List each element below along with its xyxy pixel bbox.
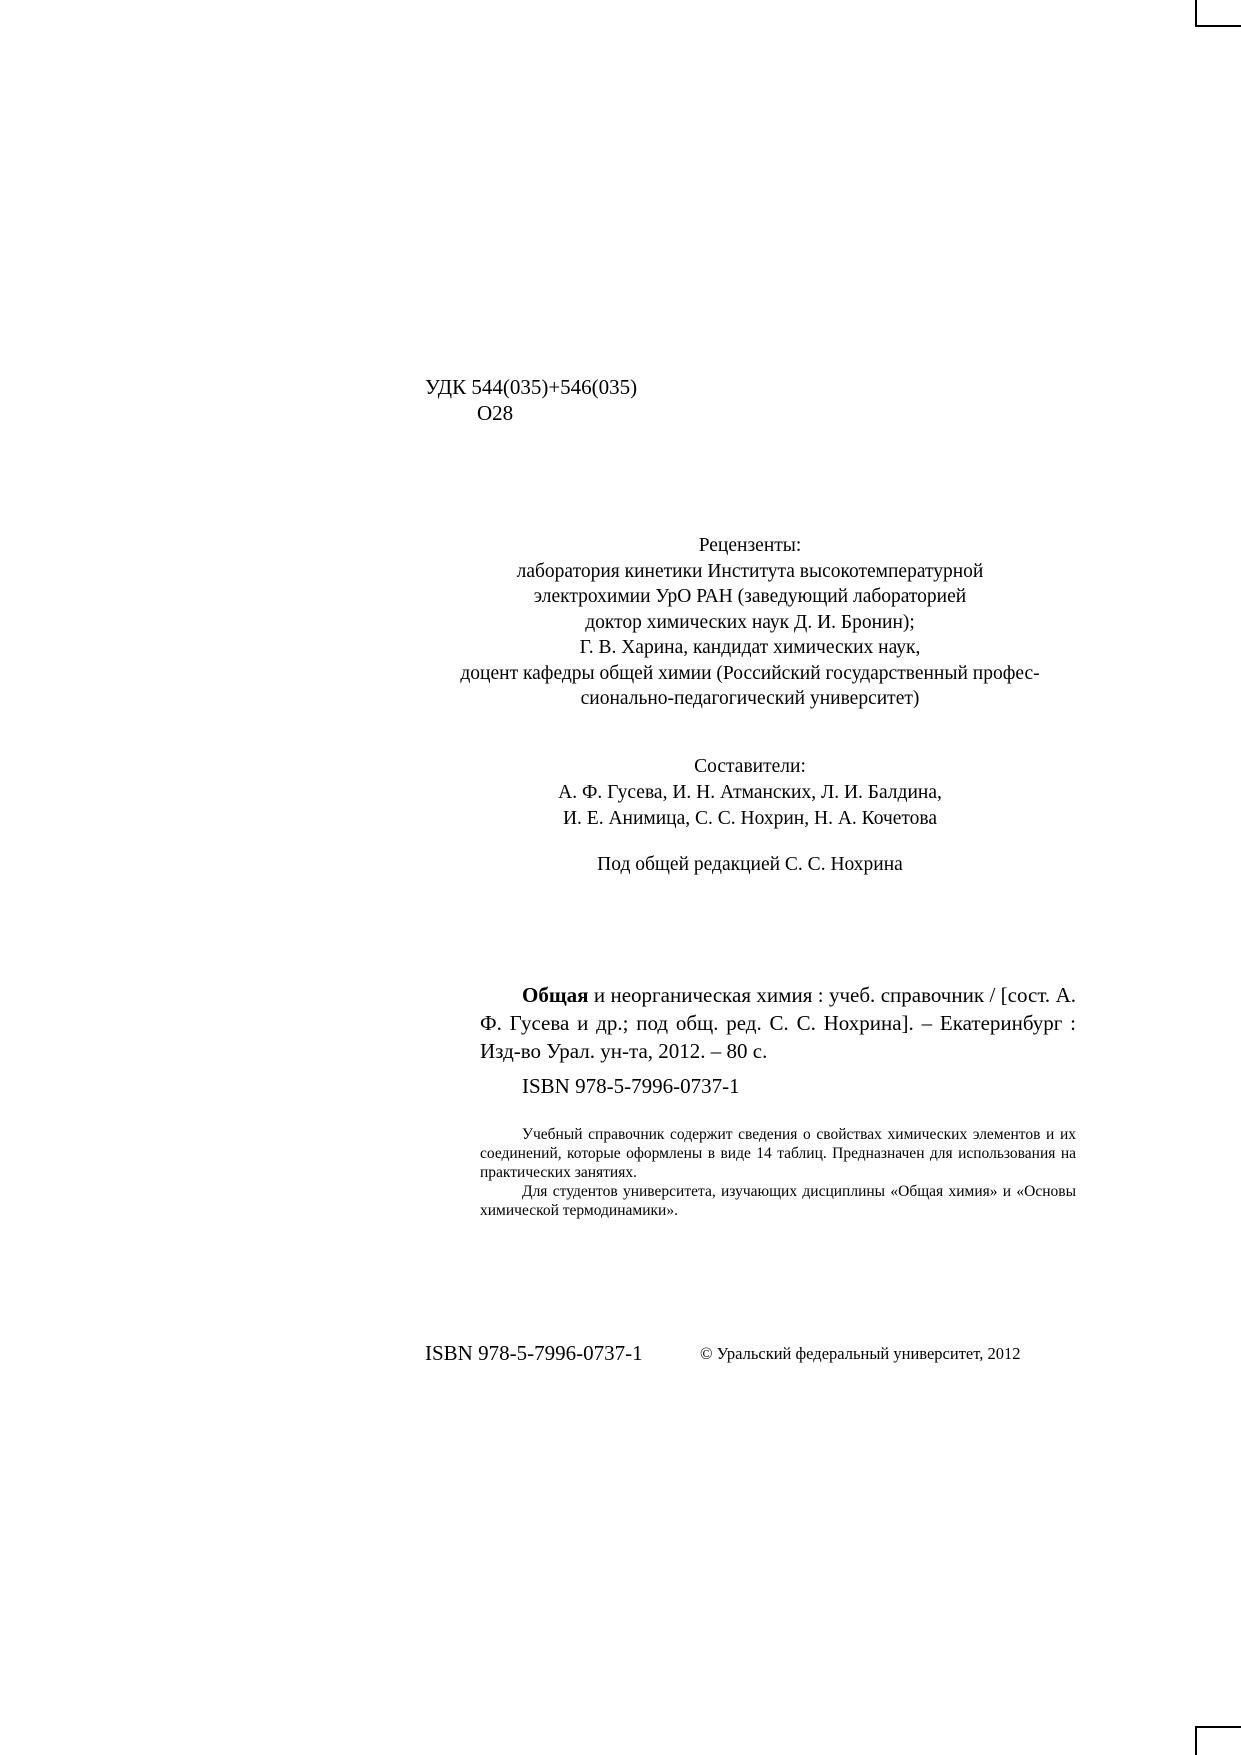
compilers-heading: Составители:	[694, 756, 806, 777]
reviewers-line: доцент кафедры общей химии (Российский государственный профес-	[460, 662, 1040, 684]
abstract	[480, 1125, 1076, 1220]
abstract-paragraph: Учебный справочник содержит сведения о свойствах химических элементов и их соединений, которые оформлены в виде 14 таблиц. Предназначен для использования на практических занятиях.	[480, 1126, 1076, 1181]
reviewers-block	[425, 533, 1075, 712]
crop-mark-bottom-vertical	[1195, 1726, 1197, 1755]
bibliographic-description	[480, 981, 1076, 1065]
copyright-notice: © Уральский федеральный университет, 2012	[700, 1344, 1021, 1363]
reviewers-line: электрохимии УрО РАН (заведующий лабораторией	[533, 586, 967, 607]
udk-code: УДК 544(035)+546(035)	[425, 375, 638, 399]
abstract-paragraph: Для студентов университета, изучающих дисциплины «Общая химия» и «Основы химической термодинамики».	[480, 1183, 1076, 1219]
reviewers-line: лаборатория кинетики Института высокотемпературной	[516, 560, 984, 582]
reviewers-line: Г. В. Харина, кандидат химических наук,	[579, 637, 921, 658]
biblio-title-bold: Общая	[522, 983, 589, 1007]
crop-mark-top-horizontal	[1195, 25, 1241, 27]
crop-mark-top-vertical	[1195, 0, 1197, 26]
isbn: ISBN 978-5-7996-0737-1	[522, 1074, 740, 1098]
compilers-line: А. Ф. Гусева, И. Н. Атманских, Л. И. Балдина,	[558, 782, 942, 803]
udk-block	[425, 374, 637, 426]
reviewers-line: доктор химических наук Д. И. Бронин);	[585, 611, 915, 633]
general-editor: Под общей редакцией С. С. Нохрина	[597, 854, 903, 875]
reviewers-line: сионально-педагогический университет)	[580, 688, 920, 709]
compilers-block	[425, 754, 1075, 832]
biblio-rest: и неорганическая химия : учеб. справочник / [сост. А. Ф. Гусева и др.; под общ. ред. С. С. Нохрина]. – Екатеринбург : Изд-во Урал. ун-та, 2012. – 80 с.	[480, 983, 1076, 1063]
compilers-line: И. Е. Анимица, С. С. Нохрин, Н. А. Кочетова	[562, 808, 938, 829]
reviewers-heading: Рецензенты:	[698, 535, 802, 556]
crop-mark-bottom-horizontal	[1195, 1726, 1241, 1728]
author-mark: О28	[477, 401, 514, 425]
footer-isbn: ISBN 978-5-7996-0737-1	[425, 1341, 643, 1365]
